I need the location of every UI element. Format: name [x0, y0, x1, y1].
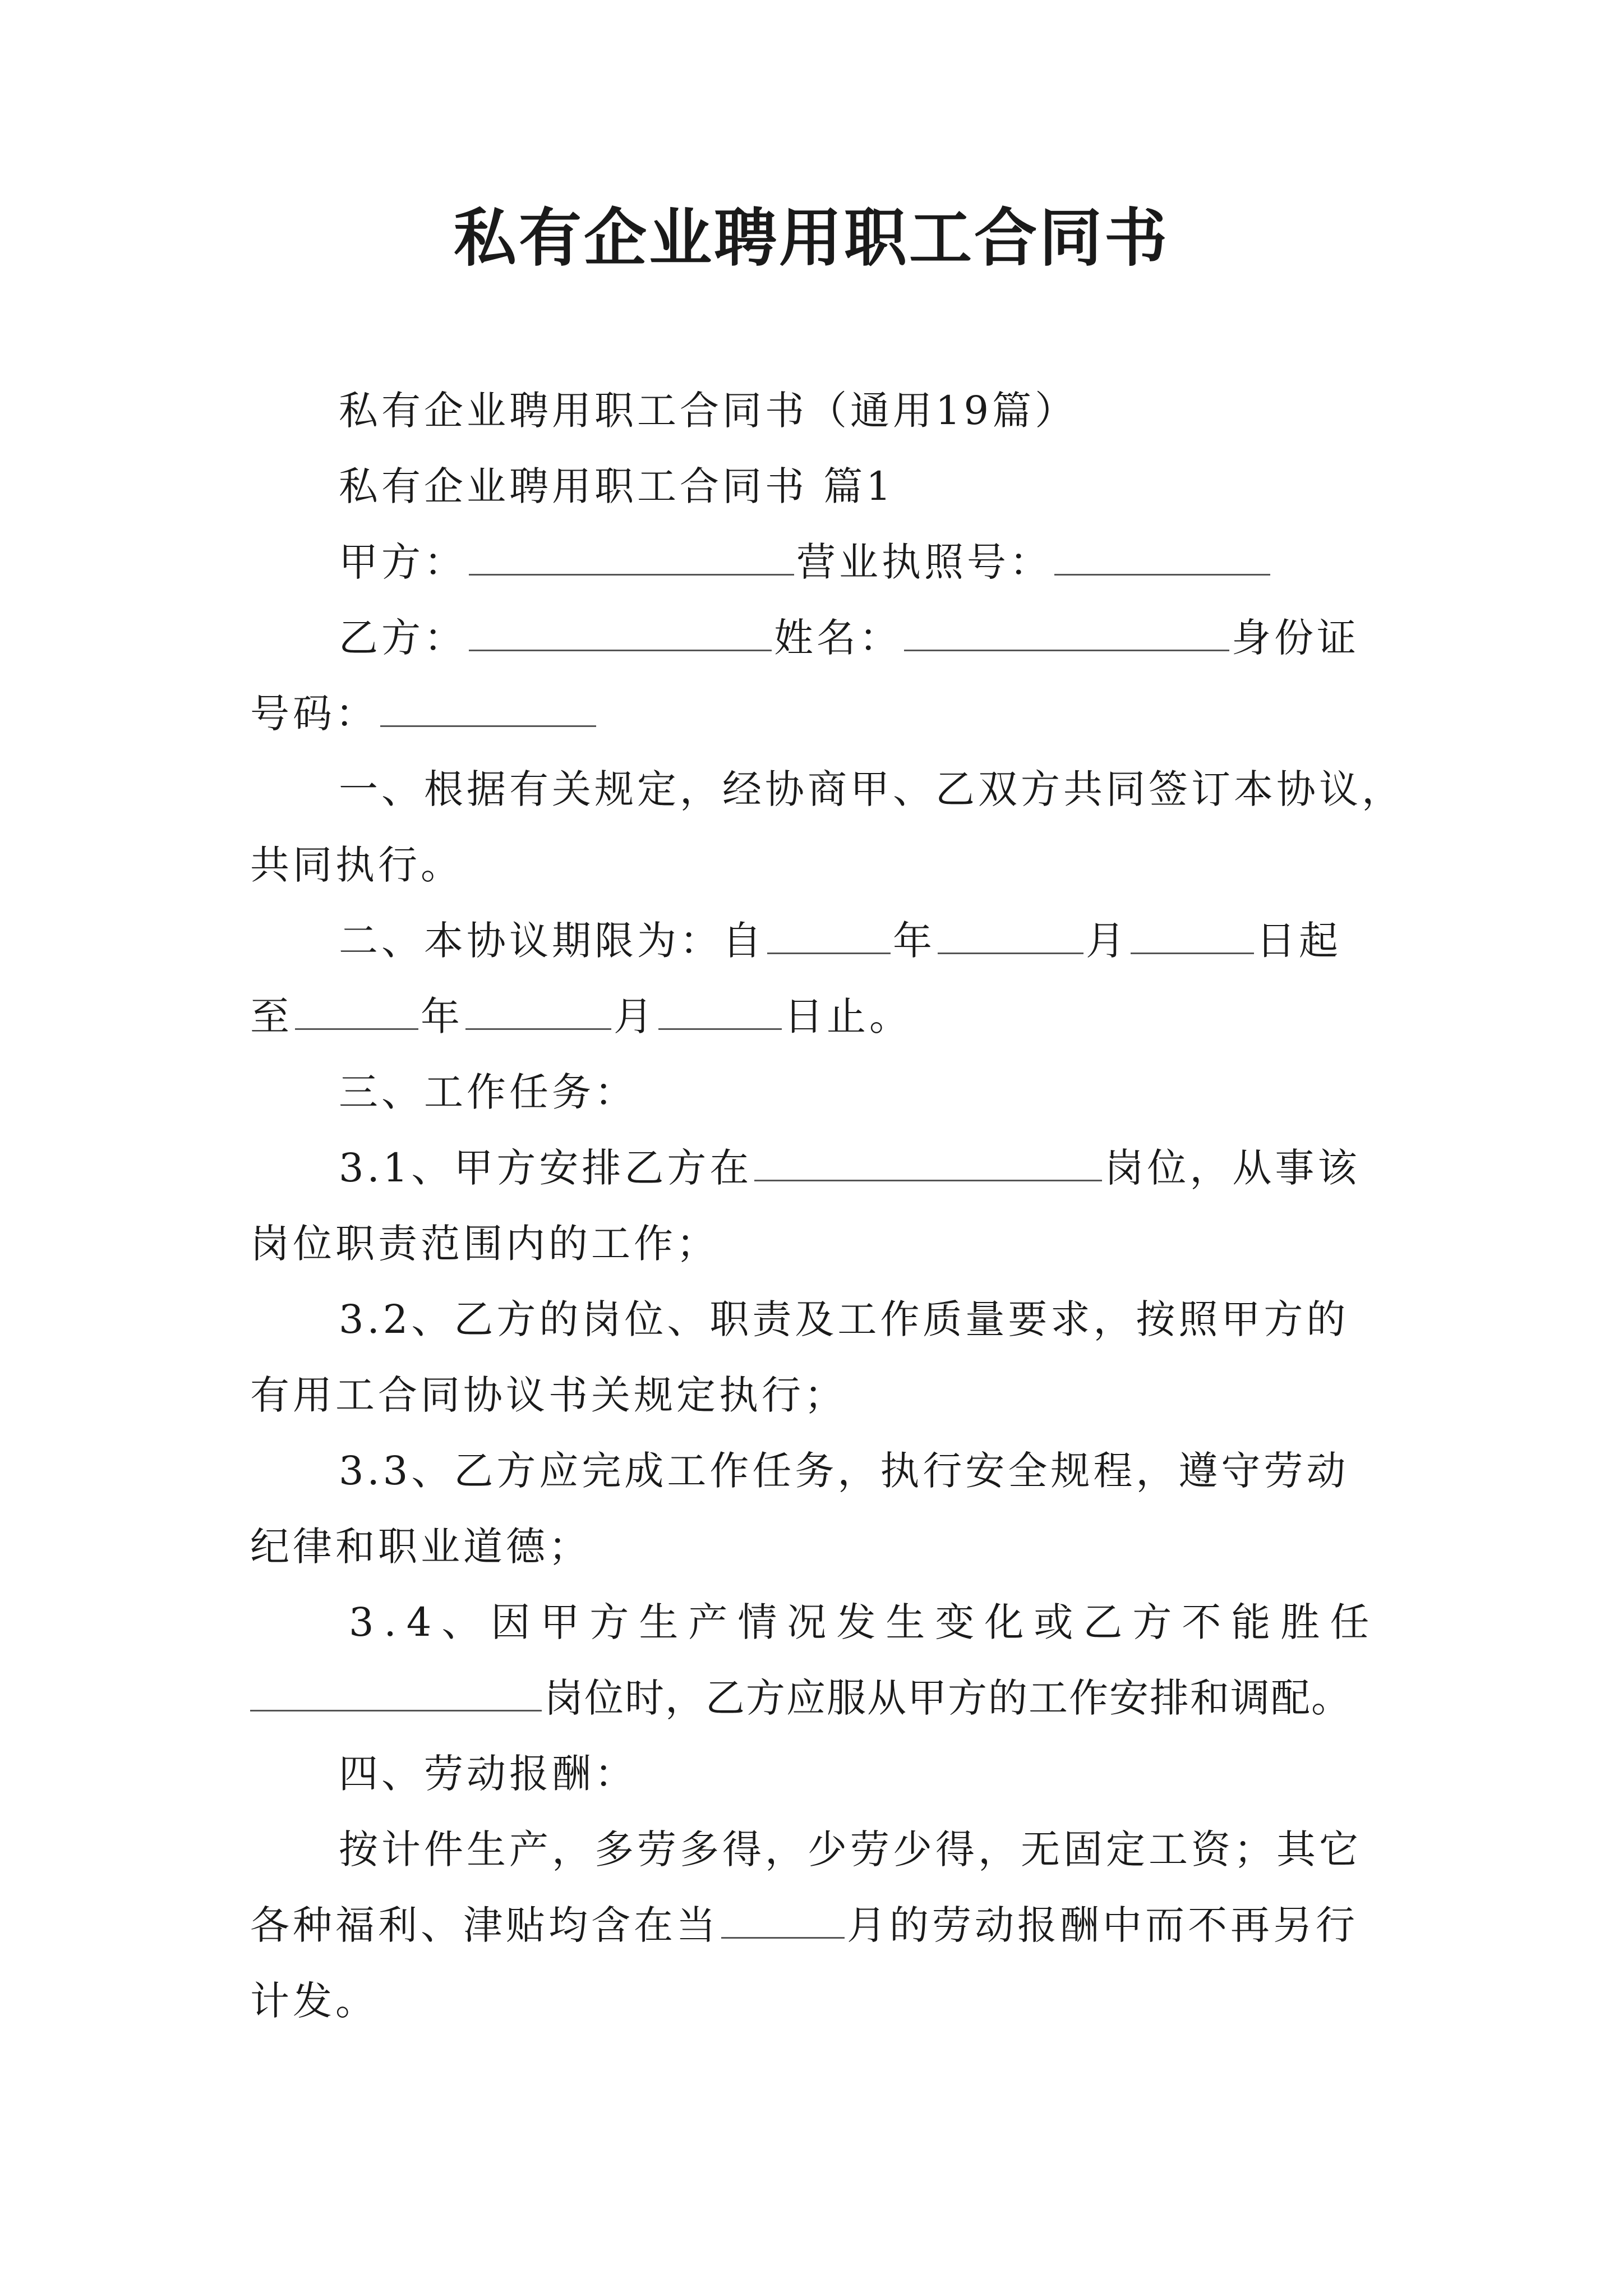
name-label: 姓名： [774, 615, 902, 661]
clause3-1-b: 岗位，从事该 [1104, 1145, 1361, 1191]
clause4-line-c [250, 1963, 378, 2039]
clause3-1-line-b [250, 1206, 719, 1281]
clause3-1-c: 岗位职责范围内的工作； [250, 1221, 719, 1267]
clause3-heading: 三、工作任务： [339, 1069, 637, 1115]
id-label-a: 身份证 [1232, 615, 1359, 661]
clause3-4-a: 3.4、因甲方生产情况发生变化或乙方不能胜任 [349, 1599, 1380, 1645]
party-b-label: 乙方： [339, 615, 467, 661]
name-blank [904, 616, 1229, 652]
clause4-heading: 四、劳动报酬： [339, 1751, 637, 1797]
license-label: 营业执照号： [796, 539, 1052, 585]
clause2-line-a [339, 903, 1341, 978]
clause3-2-b: 有用工合同协议书关规定执行； [250, 1372, 847, 1418]
clause2-line-b [250, 979, 912, 1054]
party-b-line [339, 600, 1359, 675]
clause4-b2: 月的劳动报酬中而不再另行 [847, 1902, 1358, 1948]
party-a-blank [469, 541, 794, 576]
clause3-2-line-b [250, 1358, 847, 1433]
clause4-b1: 各种福利、津贴均含在当 [250, 1902, 719, 1948]
to-label: 至 [250, 993, 293, 1039]
clause3-1-line-a [339, 1130, 1360, 1205]
end-month-label: 月 [614, 993, 656, 1039]
clause4-a: 按计件生产，多劳多得，少劳少得，无固定工资；其它 [339, 1826, 1362, 1872]
clause2-a: 二、本协议期限为：自 [339, 918, 765, 964]
clause1-b: 共同执行。 [250, 842, 463, 888]
clause3-2-line-a [339, 1282, 1349, 1357]
end-day-label: 日止。 [784, 993, 912, 1039]
license-blank [1054, 541, 1270, 576]
clause1-line-a [339, 752, 1404, 827]
section-heading-line [339, 449, 895, 524]
clause1-line-b [250, 827, 463, 903]
start-year-blank [767, 919, 891, 955]
id-blank [380, 692, 596, 728]
end-day-blank [658, 995, 782, 1030]
clause1-a: 一、根据有关规定，经协商甲、乙双方共同签订本协议， [339, 766, 1404, 812]
clause3-2-a: 3.2、乙方的岗位、职责及工作质量要求，按照甲方的 [339, 1296, 1349, 1342]
start-day-blank [1131, 919, 1254, 955]
party-a-label: 甲方： [339, 539, 467, 585]
start-day-label: 日起 [1256, 918, 1341, 964]
end-year-label: 年 [421, 993, 463, 1039]
subtitle: 私有企业聘用职工合同书（通用19篇） [339, 388, 1078, 434]
start-year-label: 年 [893, 918, 935, 964]
clause3-heading-line [339, 1055, 637, 1130]
end-year-blank [295, 995, 418, 1030]
clause3-3-line-a [339, 1433, 1349, 1508]
unqualified-post-blank [250, 1677, 542, 1712]
start-month-blank [938, 919, 1083, 955]
post-blank [754, 1147, 1102, 1182]
clause4-line-b [250, 1888, 1358, 1963]
clause4-c: 计发。 [250, 1978, 378, 2024]
month-blank [721, 1904, 845, 1939]
clause3-4-line-b [250, 1660, 1352, 1736]
party-b-blank [469, 616, 772, 652]
clause4-heading-line [339, 1736, 637, 1811]
clause3-4-b: 岗位时，乙方应服从甲方的工作安排和调配。 [544, 1675, 1352, 1721]
party-a-line [339, 524, 1272, 600]
clause3-3-line-b [250, 1509, 591, 1584]
id-label-b: 号码： [250, 691, 378, 737]
document-title: 私有企业聘用职工合同书 [454, 201, 1169, 275]
clause3-3-a: 3.3、乙方应完成工作任务，执行安全规程，遵守劳动 [339, 1448, 1349, 1494]
clause3-1-a: 3.1、甲方安排乙方在 [339, 1145, 753, 1191]
section-heading: 私有企业聘用职工合同书 篇1 [339, 463, 895, 509]
subtitle-line [339, 373, 1077, 448]
id-line [250, 676, 598, 751]
start-month-label: 月 [1086, 918, 1128, 964]
clause3-4-line-a [349, 1585, 1379, 1660]
clause4-line-a [339, 1812, 1362, 1887]
end-month-blank [465, 995, 611, 1030]
clause3-3-b: 纪律和职业道德； [250, 1524, 591, 1570]
